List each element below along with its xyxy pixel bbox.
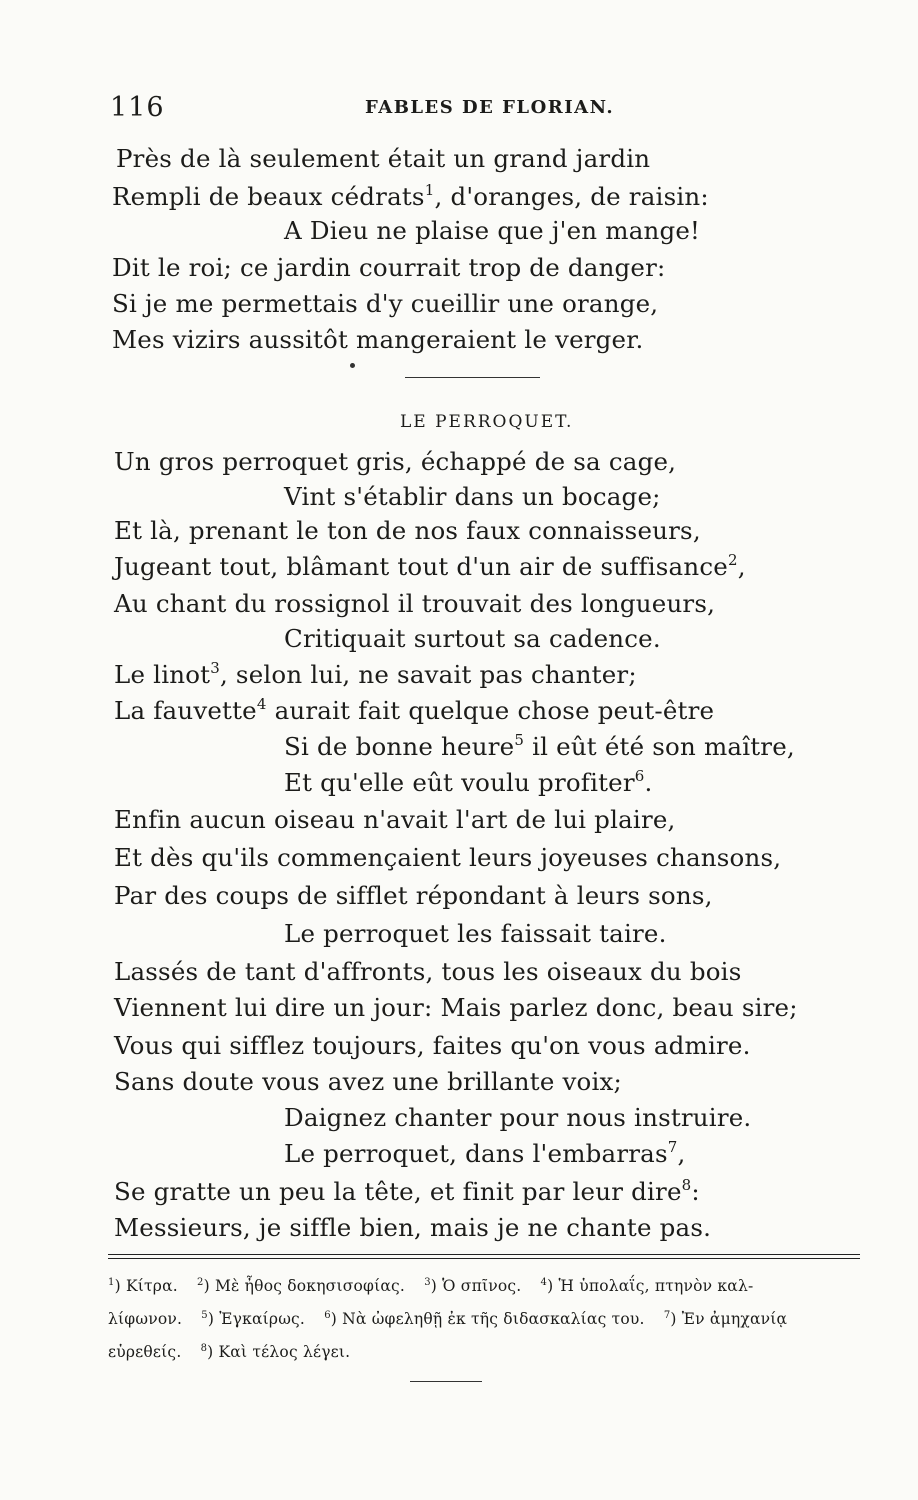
page-number: 116 bbox=[110, 92, 165, 123]
verse-line: Et qu'elle eût voulu profiter$^6$. bbox=[284, 767, 653, 797]
footnote-ref: 6 bbox=[634, 767, 645, 785]
verse-line: Daignez chanter pour nous instruire. bbox=[284, 1103, 752, 1132]
footnote-ref: 7 bbox=[667, 1138, 678, 1156]
footnote-ref: 5 bbox=[514, 731, 525, 749]
footnote-ref: 2 bbox=[727, 551, 738, 569]
verse-line: Près de là seulement était un grand jardin bbox=[116, 144, 651, 173]
verse-line: Enfin aucun oiseau n'avait l'art de lui plaire, bbox=[114, 805, 676, 834]
footnote-ref: 8 bbox=[681, 1176, 692, 1194]
end-rule bbox=[410, 1381, 482, 1382]
footnote: $^6$) Νὰ ὠφεληθῇ ἐκ τῆς διδασκαλίας του. bbox=[324, 1310, 645, 1328]
footnote: $^8$) Καὶ τέλος λέγει. bbox=[200, 1343, 351, 1361]
verse-line: Critiquait surtout sa cadence. bbox=[284, 624, 661, 653]
footnote-line bbox=[108, 1303, 801, 1336]
footnote: $^5$) Ἐγκαίρως. bbox=[201, 1310, 306, 1328]
verse-line: Rempli de beaux cédrats$^1$, d'oranges, de raisin: bbox=[112, 181, 709, 211]
verse-line: Et là, prenant le ton de nos faux connaisseurs, bbox=[114, 516, 701, 545]
footnote: $^2$) Μὲ ἦθος δοκησισοφίας. bbox=[197, 1277, 406, 1295]
verse-line: Si de bonne heure$^5$ il eût été son maître, bbox=[284, 731, 795, 761]
footnote-ref: 1 bbox=[424, 181, 435, 199]
verse-line: Lassés de tant d'affronts, tous les oiseaux du bois bbox=[114, 957, 742, 986]
verse-line: La fauvette$^4$ aurait fait quelque chose peut-être bbox=[114, 695, 715, 725]
footnote: $^4$) Ἡ ὑπολαΐς, πτηνὸν καλ- bbox=[540, 1277, 754, 1295]
verse-line: Le perroquet, dans l'embarras$^7$, bbox=[284, 1138, 686, 1168]
footnote-divider bbox=[108, 1254, 860, 1259]
running-title: FABLES DE FLORIAN. bbox=[365, 97, 615, 118]
verse-line: A Dieu ne plaise que j'en mange! bbox=[284, 216, 701, 245]
verse-line: Vint s'établir dans un bocage; bbox=[284, 482, 661, 511]
verse-line: Messieurs, je siffle bien, mais je ne chante pas. bbox=[114, 1213, 712, 1242]
section-divider bbox=[405, 377, 540, 378]
footnote-ref: 4 bbox=[256, 695, 267, 713]
footnote: $^7$) Ἐν ἀμηχανίᾳ bbox=[663, 1310, 788, 1328]
footnote-ref: 3 bbox=[210, 659, 220, 677]
page-header bbox=[110, 92, 865, 128]
verse-line: Le linot$^3$, selon lui, ne savait pas chanter; bbox=[114, 659, 637, 689]
footnote: $^1$) Κίτρα. bbox=[108, 1277, 178, 1295]
verse-line: Un gros perroquet gris, échappé de sa cage, bbox=[114, 447, 677, 476]
verse-line: Viennent lui dire un jour: Mais parlez donc, beau sire; bbox=[114, 993, 798, 1022]
footnote: $^3$) Ὁ σπῖνος. bbox=[424, 1277, 522, 1295]
verse-line: Le perroquet les faissait taire. bbox=[284, 919, 667, 948]
verse-line: Et dès qu'ils commençaient leurs joyeuses chansons, bbox=[114, 843, 782, 872]
verse-line: Jugeant tout, blâmant tout d'un air de suffisance$^2$, bbox=[114, 551, 746, 581]
verse-line: Si je me permettais d'y cueillir une orange, bbox=[112, 289, 659, 318]
fable-title: LE PERROQUET. bbox=[400, 412, 574, 432]
verse-line: Au chant du rossignol il trouvait des longueurs, bbox=[114, 589, 716, 618]
footnote: εὑρεθείς. bbox=[108, 1343, 182, 1361]
verse-line: Sans doute vous avez une brillante voix; bbox=[114, 1067, 623, 1096]
verse-line: Mes vizirs aussitôt mangeraient le verger. bbox=[112, 325, 644, 354]
verse-line: Vous qui sifflez toujours, faites qu'on vous admire. bbox=[114, 1031, 751, 1060]
separator-dot bbox=[350, 363, 355, 368]
verse-line: Se gratte un peu la tête, et finit par leur dire$^8$: bbox=[114, 1176, 700, 1206]
verse-line: Dit le roi; ce jardin courrait trop de danger: bbox=[112, 253, 666, 282]
footnote-line bbox=[108, 1336, 364, 1369]
footnote-line bbox=[108, 1270, 767, 1303]
verse-line: Par des coups de sifflet répondant à leurs sons, bbox=[114, 881, 713, 910]
footnote: λίφωνον. bbox=[108, 1310, 183, 1328]
